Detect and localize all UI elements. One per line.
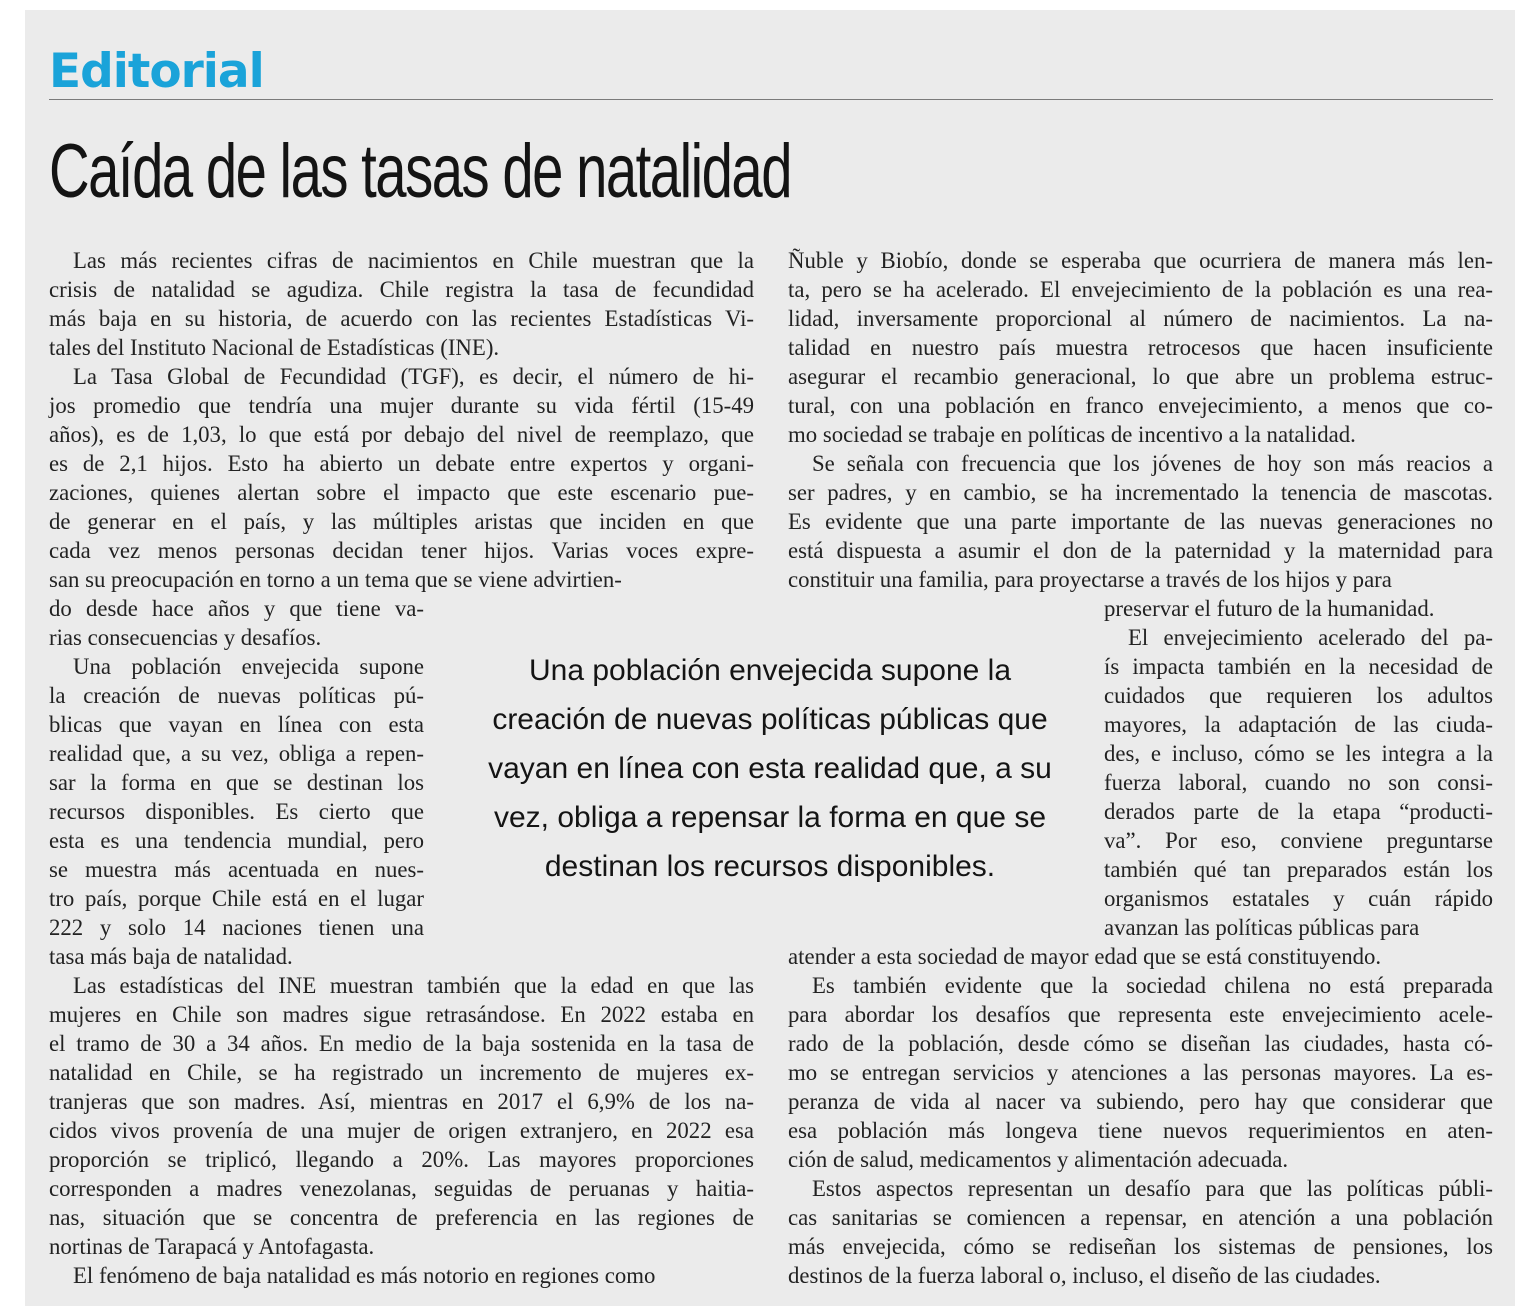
text-line: rias consecuencias y desafíos. (49, 625, 322, 650)
paragraph-5 (49, 1261, 754, 1290)
text-line: Se señala con frecuencia que los jóvenes de hoy son más reacios a (812, 451, 1493, 476)
text-line: el tramo de 30 a 34 años. En medio de la baja sostenida en la tasa de (49, 1031, 754, 1056)
text-line: El fenómeno de baja natalidad es más notorio en regiones como (73, 1263, 656, 1288)
text-line: ta, pero se ha acelerado. El envejecimiento de la población es una rea- (788, 277, 1493, 302)
text-line: vez, obliga a repensar la forma en que se (494, 801, 1046, 834)
text-line: sar la forma en que se destinan los (49, 770, 424, 795)
text-line: para abordar los desafíos que representa este envejecimiento acele- (788, 1002, 1493, 1027)
text-line: zaciones, quienes alertan sobre el impacto que este escenario pue- (49, 480, 754, 505)
text-line: destinos de la fuerza laboral o, incluso, el diseño de las ciudades. (788, 1263, 1381, 1288)
text-line: años), es de 1,03, lo que está por debajo del nivel de reemplazo, que (49, 422, 754, 447)
text-line: más envejecida, cómo se rediseñan los sistemas de pensiones, los (788, 1234, 1493, 1259)
text-line: mo sociedad se trabaje en políticas de incentivo a la natalidad. (788, 422, 1356, 447)
text-line: de generar en el país, y las múltiples aristas que inciden en que (49, 509, 754, 534)
text-line: también qué tan preparados están los (1104, 857, 1493, 882)
text-line: realidad que, a su vez, obliga a repen- (49, 741, 424, 766)
text-line: ción de salud, medicamentos y alimentación adecuada. (788, 1147, 1289, 1172)
text-line: Una población envejecida supone la (528, 654, 1012, 687)
text-line: esa población más longeva tiene nuevos requerimientos en aten- (788, 1118, 1493, 1143)
text-line: nas, situación que se concentra de preferencia en las regiones de (49, 1205, 754, 1230)
paragraph-8 (788, 971, 1493, 1174)
text-line: vayan en línea con esta realidad que, a su (488, 752, 1052, 785)
paragraph-4 (49, 971, 754, 1261)
text-line: asegurar el recambio generacional, lo que abre un problema estruc- (788, 364, 1493, 389)
text-line: Es evidente que una parte importante de las nuevas generaciones no (788, 509, 1493, 534)
text-line: des, e incluso, cómo se les integra a la (1104, 741, 1493, 766)
text-line: más baja en su historia, de acuerdo con las recientes Estadísticas Vi- (49, 306, 754, 331)
text-line: cidos vivos provenía de una mujer de origen extranjero, en 2022 esa (49, 1118, 754, 1143)
text-line: 222 y solo 14 naciones tienen una (49, 915, 424, 940)
paragraph-7 (1104, 623, 1493, 942)
text-line: avanzan las políticas públicas para (1104, 915, 1420, 940)
text-line: blicas que vayan en línea con esta (49, 712, 424, 737)
text-line: mayores, la adaptación de las ciuda- (1104, 712, 1493, 737)
text-line: san su preocupación en torno a un tema que se viene advirtien- (49, 567, 622, 592)
text-line: preservar el futuro de la humanidad. (1104, 596, 1435, 621)
text-line: atender a esta sociedad de mayor edad que se está constituyendo. (788, 944, 1382, 969)
text-line: tro país, porque Chile está en el lugar (49, 886, 424, 911)
newspaper-page (25, 10, 1515, 1306)
text-line: La Tasa Global de Fecundidad (TGF), es decir, el número de hi- (73, 364, 754, 389)
text-line: jos promedio que tendría una mujer durante su vida fértil (15-49 (49, 393, 754, 418)
text-line: tranjeras que son madres. Así, mientras en 2017 el 6,9% de los na- (49, 1089, 754, 1114)
text-line: organismos estatales y cuán rápido (1104, 886, 1493, 911)
text-line: constituir una familia, para proyectarse a través de los hijos y para (788, 567, 1392, 592)
text-line: la creación de nuevas políticas pú- (49, 683, 424, 708)
text-line: Es también evidente que la sociedad chilena no está preparada (812, 973, 1493, 998)
text-line: es de 2,1 hijos. Esto ha abierto un debate entre expertos y organi- (49, 451, 754, 476)
text-line: cada vez menos personas decidan tener hijos. Varias voces expre- (49, 538, 754, 563)
paragraph-7-continued (788, 942, 1493, 971)
text-line: cas sanitarias se comiencen a repensar, en atención a una población (788, 1205, 1493, 1230)
text-line: cuidados que requieren los adultos (1104, 683, 1493, 708)
paragraph-9 (788, 1174, 1493, 1290)
text-line: derados parte de la etapa “producti- (1104, 799, 1493, 824)
text-line: nortinas de Tarapacá y Antofagasta. (49, 1234, 375, 1259)
text-line: do desde hace años y que tiene va- (49, 596, 424, 621)
paragraph-5-continued (788, 246, 1493, 449)
paragraph-6 (788, 449, 1493, 594)
paragraph-2-continued (49, 594, 424, 652)
section-label: Editorial (49, 44, 264, 99)
paragraph-3 (49, 652, 424, 971)
text-line: proporción se triplicó, llegando a 20%. Las mayores proporciones (49, 1147, 754, 1172)
text-line: tales del Instituto Nacional de Estadísticas (INE). (49, 335, 500, 360)
text-line: recursos disponibles. Es cierto que (49, 799, 424, 824)
paragraph-2 (49, 362, 754, 594)
text-line: está dispuesta a asumir el don de la paternidad y la maternidad para (788, 538, 1493, 563)
text-line: talidad en nuestro país muestra retrocesos que hacen insuficiente (788, 335, 1493, 360)
text-line: esta es una tendencia mundial, pero (49, 828, 424, 853)
text-line: lidad, inversamente proporcional al número de nacimientos. La na- (788, 306, 1493, 331)
text-line: mo se entregan servicios y atenciones a las personas mayores. La es- (788, 1060, 1493, 1085)
text-line: rado de la población, desde cómo se diseñan las ciudades, hasta có- (788, 1031, 1493, 1056)
text-line: fuerza laboral, cuando no son consi- (1104, 770, 1493, 795)
section-rule (49, 99, 1493, 100)
text-line: mujeres en Chile son madres sigue retrasándose. En 2022 estaba en (49, 1002, 754, 1027)
headline: Caída de las tasas de natalidad (49, 129, 792, 214)
text-line: ser padres, y en cambio, se ha incrementado la tenencia de mascotas. (788, 480, 1493, 505)
text-line: tasa más baja de natalidad. (49, 944, 293, 969)
text-line: corresponden a madres venezolanas, seguidas de peruanas y haitia- (49, 1176, 754, 1201)
text-line: se muestra más acentuada en nues- (49, 857, 424, 882)
text-line: destinan los recursos disponibles. (544, 850, 996, 883)
text-line: Ñuble y Biobío, donde se esperaba que ocurriera de manera más len- (788, 248, 1493, 273)
text-line: Las estadísticas del INE muestran también que la edad en que las (73, 973, 754, 998)
text-line: El envejecimiento acelerado del pa- (1128, 625, 1493, 650)
paragraph-1 (49, 246, 754, 362)
pull-quote (480, 646, 1060, 891)
text-line: Estos aspectos representan un desafío para que las políticas públi- (812, 1176, 1493, 1201)
text-line: Una población envejecida supone (73, 654, 424, 679)
text-line: va”. Por eso, conviene preguntarse (1104, 828, 1493, 853)
text-line: Las más recientes cifras de nacimientos en Chile muestran que la (73, 248, 754, 273)
paragraph-6-continued (1104, 594, 1493, 623)
text-line: crisis de natalidad se agudiza. Chile registra la tasa de fecundidad (49, 277, 754, 302)
text-line: peranza de vida al nacer va subiendo, pero hay que considerar que (788, 1089, 1493, 1114)
text-line: natalidad en Chile, se ha registrado un incremento de mujeres ex- (49, 1060, 754, 1085)
text-line: creación de nuevas políticas públicas que (492, 703, 1048, 736)
text-line: ís impacta también en la necesidad de (1104, 654, 1493, 679)
text-line: tural, con una población en franco envejecimiento, a menos que co- (788, 393, 1493, 418)
